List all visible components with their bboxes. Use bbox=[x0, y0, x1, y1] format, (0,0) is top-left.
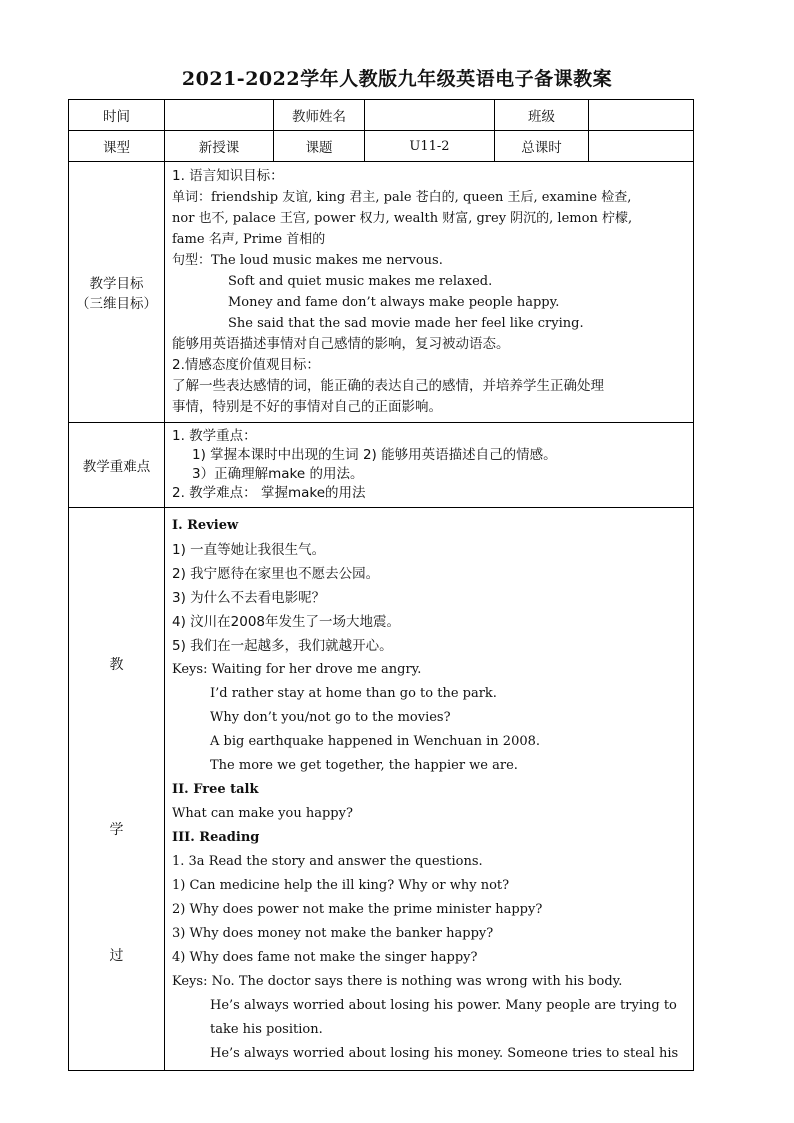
goals-line: nor 也不, palace 王宫, power 权力, wealth 财富, grey 阴沉的, lemon 柠檬, bbox=[172, 211, 633, 226]
topic-label: 课题 bbox=[274, 131, 365, 162]
process-label-char: 学 bbox=[109, 822, 124, 838]
keypoints-row bbox=[69, 423, 694, 508]
review-key: A big earthquake happened in Wenchuan in 2008. bbox=[210, 734, 541, 749]
goals-line: Money and fame don’t always make people happy. bbox=[228, 295, 560, 310]
process-content bbox=[165, 508, 694, 1071]
reading-heading: III. Reading bbox=[172, 830, 260, 845]
header-row-1 bbox=[69, 100, 694, 131]
class-value bbox=[589, 100, 694, 131]
teacher-value bbox=[365, 100, 495, 131]
goals-label-line1: 教学目标 bbox=[89, 276, 144, 292]
reading-question: 4) Why does fame not make the singer happy? bbox=[172, 950, 478, 965]
review-key: The more we get together, the happier we are. bbox=[210, 758, 518, 773]
goals-line: 句型：The loud music makes me nervous. bbox=[172, 253, 443, 268]
process-label-char: 教 bbox=[109, 657, 124, 673]
goals-content bbox=[165, 162, 694, 423]
review-item: 4) 汶川在2008年发生了一场大地震。 bbox=[172, 614, 401, 630]
keypoints-line: 1. 教学重点： bbox=[172, 428, 257, 444]
keypoints-label: 教学重难点 bbox=[69, 423, 165, 508]
reading-task: 1. 3a Read the story and answer the questions. bbox=[172, 854, 483, 869]
type-value: 新授课 bbox=[165, 131, 274, 162]
reading-question: 2) Why does power not make the prime minister happy? bbox=[172, 902, 543, 917]
goals-label bbox=[69, 162, 165, 423]
type-label: 课型 bbox=[69, 131, 165, 162]
review-keys: Keys: Waiting for her drove me angry. bbox=[172, 662, 422, 677]
time-label: 时间 bbox=[69, 100, 165, 131]
review-item: 1) 一直等她让我很生气。 bbox=[172, 542, 326, 558]
teacher-label: 教师姓名 bbox=[274, 100, 365, 131]
goals-line: 了解一些表达感情的词，能正确的表达自己的感情，并培养学生正确处理 bbox=[172, 378, 604, 394]
total-label: 总课时 bbox=[495, 131, 589, 162]
goals-line: She said that the sad movie made her feel like crying. bbox=[228, 316, 584, 331]
review-key: I’d rather stay at home than go to the park. bbox=[210, 686, 497, 701]
reading-key: He’s always worried about losing his money. Someone tries to steal his bbox=[210, 1046, 679, 1061]
review-item: 2) 我宁愿待在家里也不愿去公园。 bbox=[172, 566, 380, 582]
reading-key: take his position. bbox=[210, 1022, 323, 1037]
keypoints-line: 2. 教学难点： 掌握make的用法 bbox=[172, 485, 366, 501]
freetalk-question: What can make you happy? bbox=[172, 806, 353, 821]
goals-line: 1. 语言知识目标： bbox=[172, 168, 284, 184]
goals-line: 事情，特别是不好的事情对自己的正面影响。 bbox=[172, 399, 442, 415]
goals-row bbox=[69, 162, 694, 423]
reading-key: He’s always worried about losing his power. Many people are trying to bbox=[210, 998, 677, 1013]
process-label bbox=[69, 508, 165, 1071]
time-value bbox=[165, 100, 274, 131]
goals-line: Soft and quiet music makes me relaxed. bbox=[228, 274, 493, 289]
goals-line: 能够用英语描述事情对自己感情的影响，复习被动语态。 bbox=[172, 336, 510, 352]
topic-value: U11-2 bbox=[365, 131, 495, 162]
review-item: 5) 我们在一起越多，我们就越开心。 bbox=[172, 638, 393, 654]
reading-question: 3) Why does money not make the banker happy? bbox=[172, 926, 494, 941]
header-row-2 bbox=[69, 131, 694, 162]
goals-line: 单词：friendship 友谊, king 君主, pale 苍白的, queen 王后, examine 检查, bbox=[172, 190, 632, 205]
class-label: 班级 bbox=[495, 100, 589, 131]
reading-keys: Keys: No. The doctor says there is nothing was wrong with his body. bbox=[172, 974, 623, 989]
review-heading: I. Review bbox=[172, 518, 239, 533]
reading-question: 1) Can medicine help the ill king? Why or why not? bbox=[172, 878, 510, 893]
keypoints-line: 1) 掌握本课时中出现的生词 2) 能够用英语描述自己的情感。 bbox=[192, 447, 557, 463]
goals-label-line2: （三维目标） bbox=[76, 296, 157, 312]
process-row bbox=[69, 508, 694, 1071]
goals-line: 2.情感态度价值观目标： bbox=[172, 357, 320, 373]
keypoints-line: 3）正确理解make 的用法。 bbox=[192, 466, 364, 482]
page-title: 2021-2022学年人教版九年级英语电子备课教案 bbox=[181, 68, 613, 90]
total-value bbox=[589, 131, 694, 162]
keypoints-content bbox=[165, 423, 694, 508]
review-item: 3) 为什么不去看电影呢？ bbox=[172, 590, 326, 606]
review-key: Why don’t you/not go to the movies? bbox=[210, 710, 451, 725]
lesson-plan-table bbox=[68, 99, 694, 1071]
goals-line: fame 名声, Prime 首相的 bbox=[172, 232, 326, 247]
process-label-char: 过 bbox=[109, 948, 124, 964]
freetalk-heading: II. Free talk bbox=[172, 782, 259, 797]
